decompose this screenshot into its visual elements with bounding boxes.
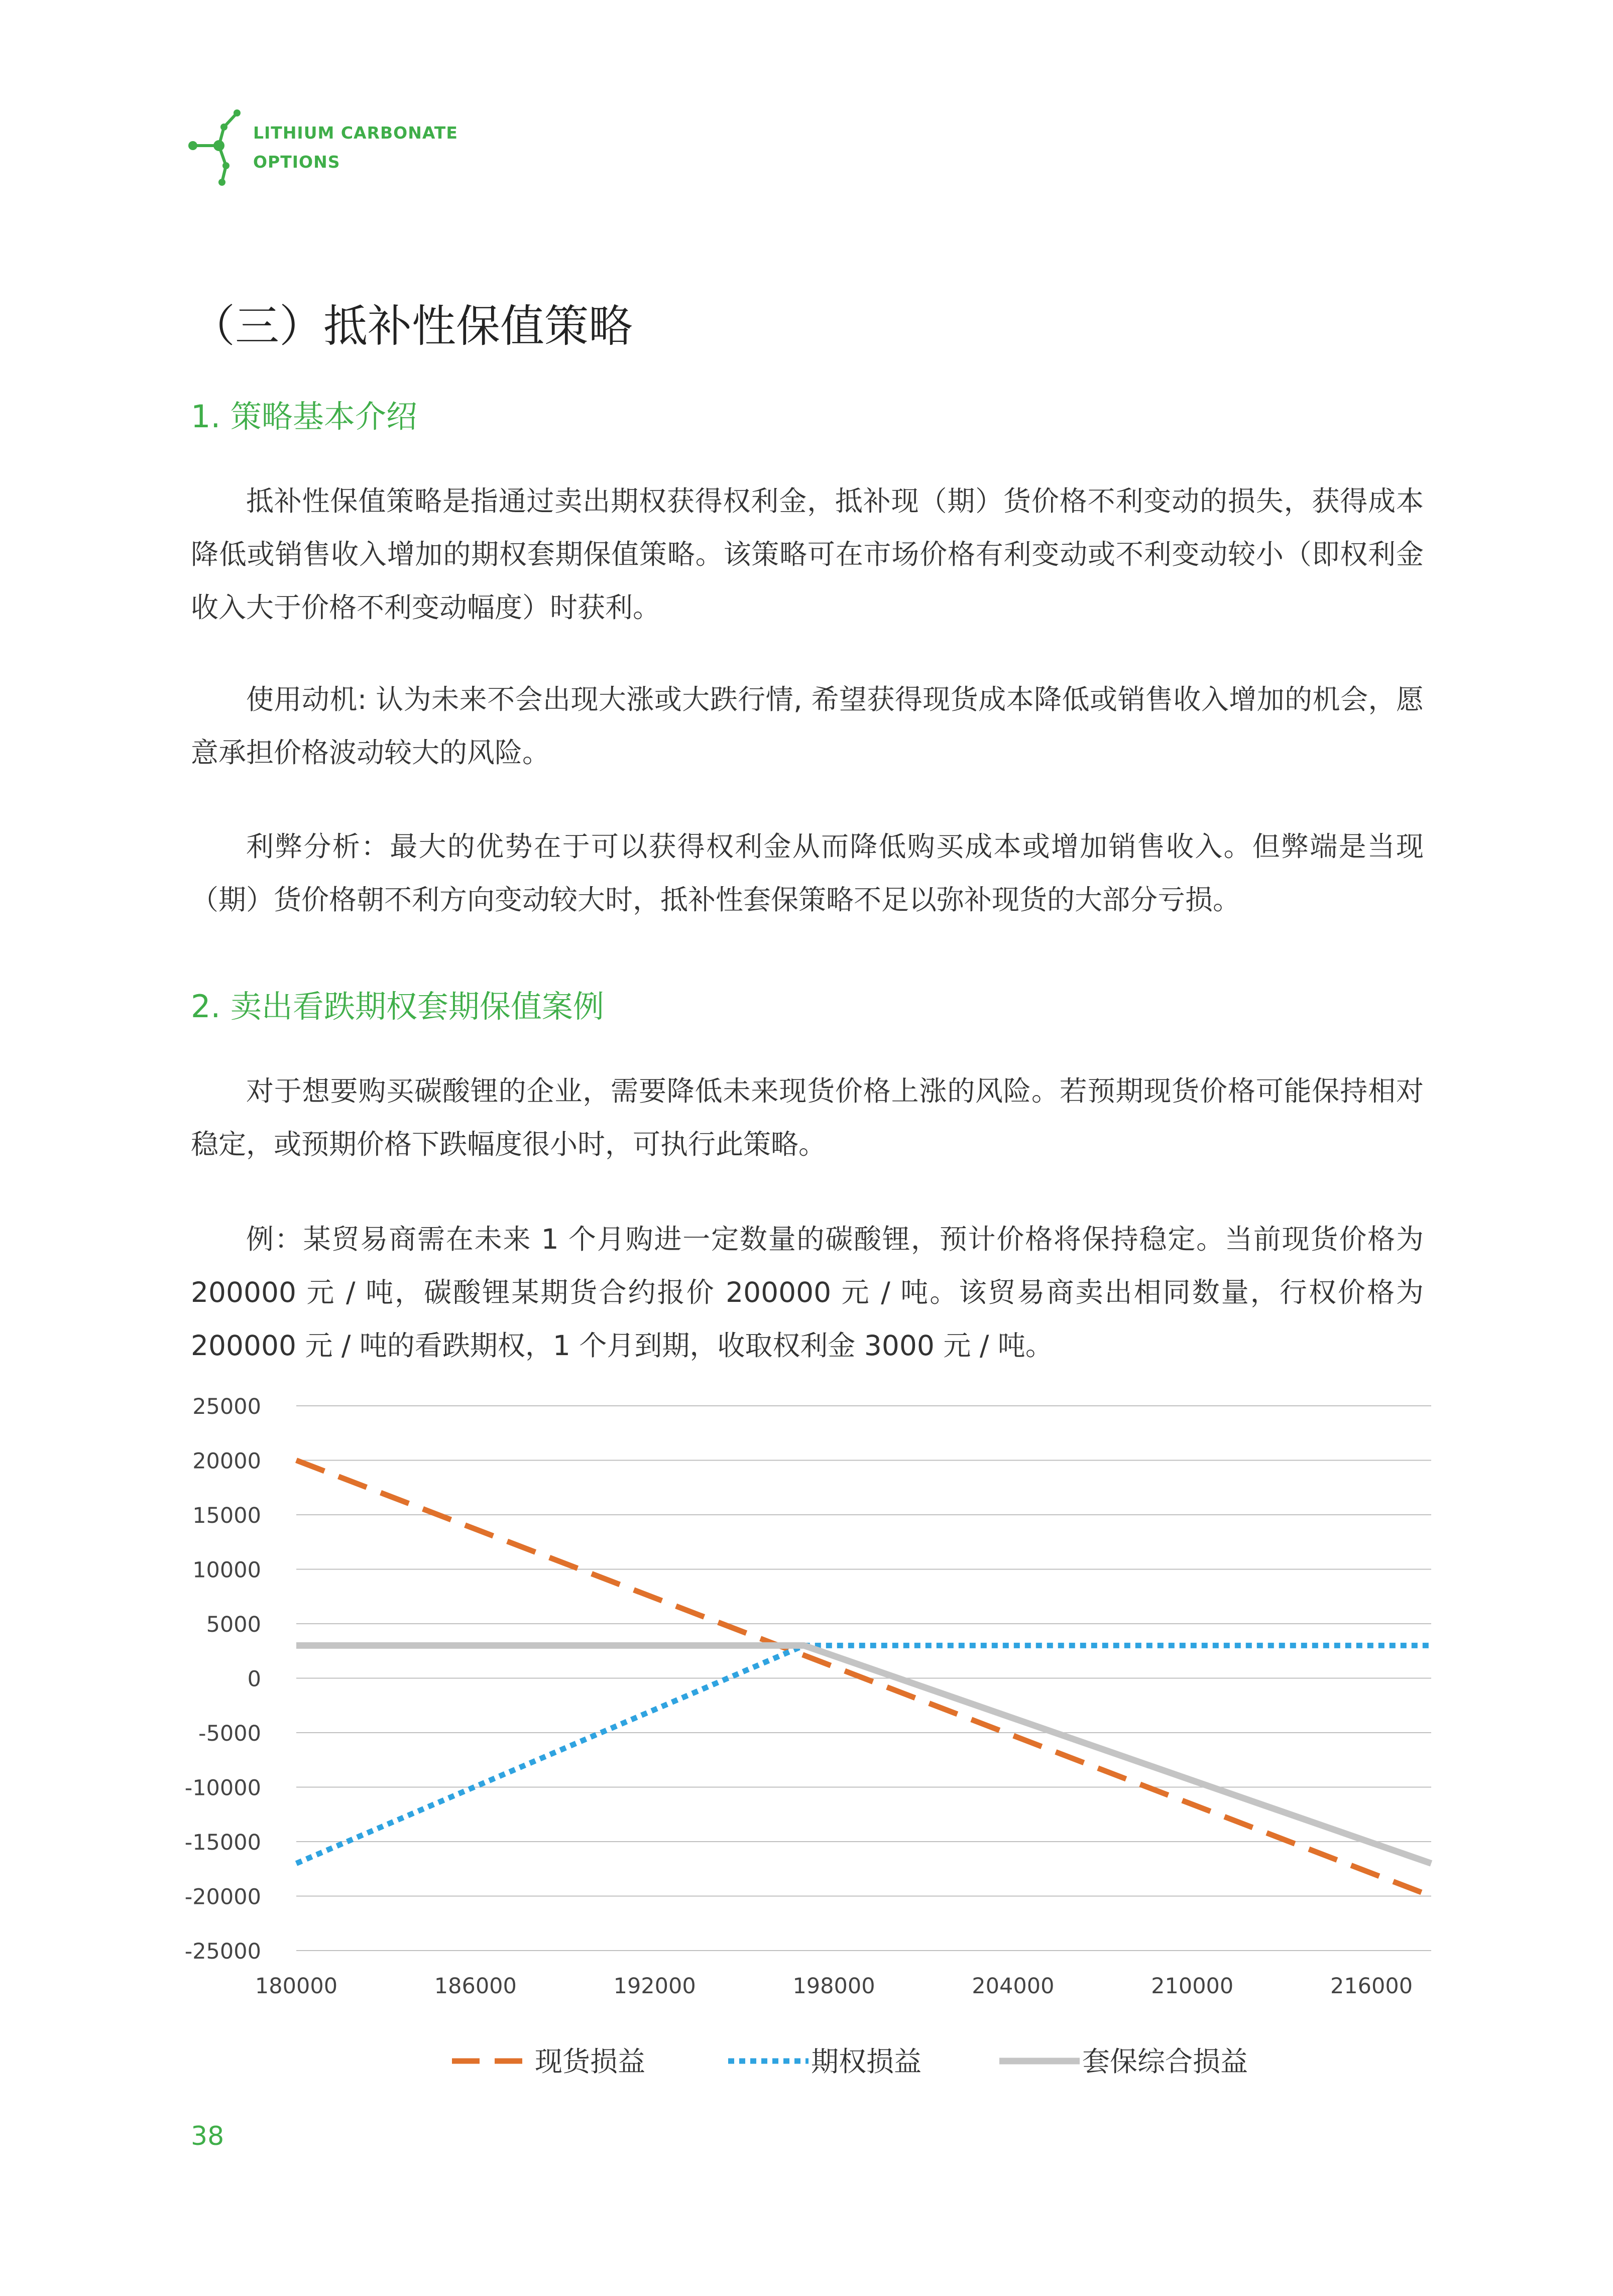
y-tick-label: 0	[247, 1666, 261, 1692]
paragraph-case-intro: 对于想要购买碳酸锂的企业，需要降低未来现货价格上涨的风险。若预期现货价格可能保持相对稳定，或预期价格下跌幅度很小时，可执行此策略。	[191, 1075, 1424, 1160]
y-tick-label: -10000	[184, 1775, 261, 1801]
paragraph-case-example: 例：某贸易商需在未来 1 个月购进一定数量的碳酸锂，预计价格将保持稳定。当前现货价格为 200000 元 / 吨，碳酸锂某期货合约报价 200000 元 / 吨。该贸易商卖出相同数量，行权价格为 200000 元 / 吨的看跌期权，1 个月到期，收取权利金 3000 元 / 吨。	[191, 1223, 1424, 1362]
subsection-heading-1: 1. 策略基本介绍	[191, 398, 417, 435]
y-tick-label: 25000	[192, 1394, 261, 1419]
subsection-heading-2: 2. 卖出看跌期权套期保值案例	[191, 988, 604, 1025]
y-tick-label: 15000	[192, 1503, 261, 1528]
legend-label: 期权损益	[811, 2045, 922, 2078]
paragraph-pros-cons: 利弊分析：最大的优势在于可以获得权利金从而降低购买成本或增加销售收入。但弊端是当现（期）货价格朝不利方向变动较大时，抵补性套保策略不足以弥补现货的大部分亏损。	[191, 830, 1424, 916]
logo-line-1: LITHIUM CARBONATE	[253, 123, 458, 143]
y-tick-label: -20000	[184, 1884, 261, 1910]
page-number: 38	[191, 2121, 224, 2151]
y-tick-label: -15000	[184, 1830, 261, 1855]
x-tick-label: 192000	[613, 1974, 696, 1999]
x-tick-label: 210000	[1151, 1974, 1234, 1999]
y-tick-label: 5000	[206, 1612, 261, 1637]
logo-line-2: OPTIONS	[253, 152, 340, 172]
x-tick-label: 216000	[1330, 1974, 1413, 1999]
paragraph-strategy-intro: 抵补性保值策略是指通过卖出期权获得权利金，抵补现（期）货价格不利变动的损失，获得成本降低或销售收入增加的期权套期保值策略。该策略可在市场价格有利变动或不利变动较小（即权利金收入大于价格不利变动幅度）时获利。	[191, 485, 1424, 624]
paragraph-motivation: 使用动机: 认为未来不会出现大涨或大跌行情, 希望获得现货成本降低或销售收入增加的机会，愿意承担价格波动较大的风险。	[191, 683, 1424, 769]
legend-label: 现货损益	[535, 2045, 646, 2078]
molecule-icon	[186, 103, 241, 188]
section-title: （三）抵补性保值策略	[191, 300, 633, 352]
y-tick-label: 20000	[192, 1448, 261, 1474]
y-tick-label: 10000	[192, 1557, 261, 1583]
x-tick-label: 180000	[255, 1974, 338, 1999]
y-tick-label: -5000	[198, 1721, 261, 1746]
line-chart	[151, 1386, 1456, 2114]
x-tick-label: 186000	[434, 1974, 517, 1999]
x-tick-label: 204000	[972, 1974, 1055, 1999]
x-tick-label: 198000	[792, 1974, 875, 1999]
y-tick-label: -25000	[184, 1939, 261, 1964]
legend-label: 套保综合损益	[1082, 2045, 1248, 2078]
header-logo-text	[253, 118, 458, 177]
